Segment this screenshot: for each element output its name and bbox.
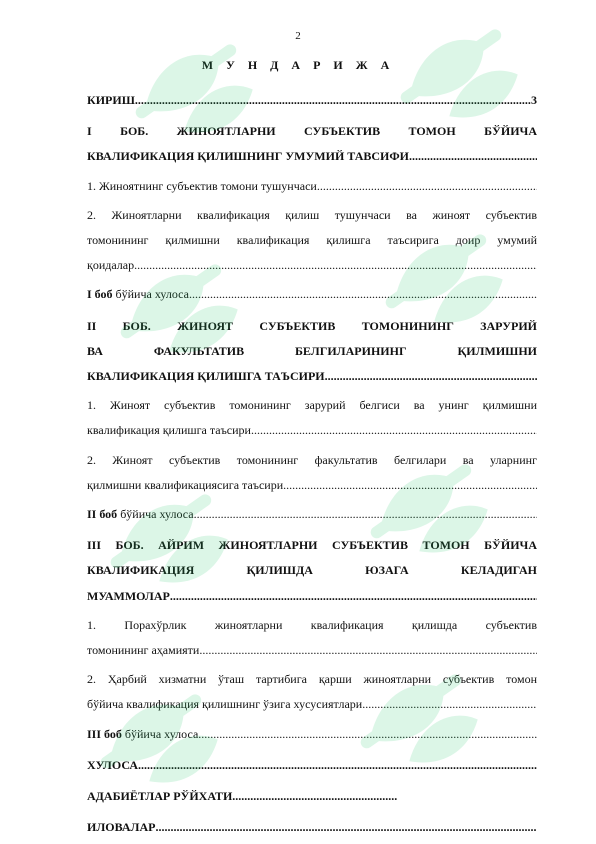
toc-entry-label: КИРИШ xyxy=(87,93,135,107)
leader-dots xyxy=(283,473,537,498)
page-title: М У Н Д А Р И Ж А xyxy=(201,58,395,72)
toc-entry-label: КВАЛИФИКАЦИЯ ҚИЛИШНИНГ УМУМИЙ ТАВСИФИ xyxy=(87,149,410,164)
toc-entry-label: ИЛОВАЛАР xyxy=(87,820,156,835)
leader-dots xyxy=(135,88,531,113)
toc-entry-label: 1. Жиноятнинг субъектив томони тушунчаси xyxy=(87,178,317,193)
page-number: 2 xyxy=(295,30,301,42)
toc-entry-label: МУАММОЛАР xyxy=(87,588,170,603)
leader-dots xyxy=(325,364,537,389)
toc-entry-line: 1. Порахўрлик жиноятларни квалификация қилишда субъектив xyxy=(87,617,537,632)
leader-dots xyxy=(362,692,537,717)
toc-entry-label: ХУЛОСА xyxy=(87,757,139,772)
toc-entry-line: КВАЛИФИКАЦИЯ ҚИЛИШДА ЮЗАГА КЕЛАДИГАН xyxy=(87,563,537,578)
toc-page-number: 3 xyxy=(531,93,537,107)
toc-entry-line: II БОБ. ЖИНОЯТ СУБЪЕКТИВ ТОМОНИНИНГ ЗАРУРИЙ xyxy=(87,318,537,333)
leader-dots xyxy=(155,815,537,840)
leader-dots xyxy=(170,584,537,609)
toc-entry-intro[interactable] xyxy=(87,88,537,113)
toc-entry-line: 2. Ҳарбий хизматни ўташ тартибига қарши жиноятларни субъектив томон xyxy=(87,672,537,687)
toc-entry-section-1-1[interactable] xyxy=(87,174,537,199)
toc-entry-label: КВАЛИФИКАЦИЯ ҚИЛИШГА ТАЪСИРИ xyxy=(87,368,325,383)
toc-entry-line: 2. Жиноятларни квалификация қилиш тушунчаси ва жиноят субъектив xyxy=(87,207,537,222)
toc-entry-section-2-1[interactable] xyxy=(87,393,537,443)
toc-entry-label: қилмишни квалификациясига таъсири xyxy=(87,477,284,492)
leader-dots xyxy=(317,174,537,199)
toc-entry-chapter-3[interactable] xyxy=(87,533,537,609)
toc-entry-appendix[interactable] xyxy=(87,815,537,840)
toc-entry-line: томонининг қилмишни квалификация қилишга таъсирига доир умумий xyxy=(87,232,537,247)
toc-entry-line: 2. Жиноят субъектив томонининг факультатив белгилари ва уларнинг xyxy=(87,452,537,467)
toc-entry-label: қоидалар xyxy=(87,258,135,273)
leader-dots xyxy=(134,253,537,278)
toc-entry-label: бўйича хулоса xyxy=(121,726,199,741)
toc-entry-line: 1. Жиноят субъектив томонининг зарурий белгиси ва унинг қилмишни xyxy=(87,398,537,413)
toc-entry-conclusion[interactable] xyxy=(87,753,537,778)
toc-entry-chapter-ref: I боб xyxy=(87,287,113,302)
leader-dots xyxy=(198,722,537,747)
toc-entry-label: АДАБИЁТЛАР РЎЙХАТИ xyxy=(87,788,233,803)
toc-entry-section-1-2[interactable] xyxy=(87,203,537,279)
toc-entry-section-3-2[interactable] xyxy=(87,667,537,717)
toc-entry-chapter-2[interactable] xyxy=(87,314,537,390)
toc-entry-section-3-1[interactable] xyxy=(87,613,537,663)
leader-dots xyxy=(251,418,537,443)
toc-entry-chapter-3-summary[interactable] xyxy=(87,722,537,747)
toc-entry-label: квалификация қилишга таъсири xyxy=(87,423,251,438)
leader-dots xyxy=(199,638,537,663)
toc-entry-line: III БОБ. АЙРИМ ЖИНОЯТЛАРНИ СУБЪЕКТИВ ТОМОН БЎЙИЧА xyxy=(87,538,537,553)
toc-entry-line: I БОБ. ЖИНОЯТЛАРНИ СУБЪЕКТИВ ТОМОН БЎЙИЧА xyxy=(87,124,537,139)
toc-entry-chapter-ref: III боб xyxy=(87,726,122,741)
toc-entry-label: бўйича хулоса xyxy=(112,287,189,302)
toc-entry-section-2-2[interactable] xyxy=(87,448,537,498)
table-of-contents xyxy=(87,88,537,844)
toc-entry-chapter-ref: II боб xyxy=(87,506,118,521)
toc-entry-label: томонининг аҳамияти xyxy=(87,642,200,657)
toc-entry-bibliography[interactable] xyxy=(87,784,537,809)
leader-dots xyxy=(189,282,537,307)
toc-entry-chapter-1-summary[interactable] xyxy=(87,282,537,307)
toc-entry-label: бўйича квалификация қилишнинг ўзига хусусиятлари xyxy=(87,697,363,712)
toc-entry-label: бўйича хулоса xyxy=(117,506,194,521)
leader-dots xyxy=(232,784,397,809)
toc-entry-line: ВА ФАКУЛЬТАТИВ БЕЛГИЛАРИНИНГ ҚИЛМИШНИ xyxy=(87,343,537,358)
leader-dots xyxy=(194,502,537,527)
leader-dots xyxy=(409,144,537,169)
toc-entry-chapter-2-summary[interactable] xyxy=(87,502,537,527)
leader-dots xyxy=(138,753,537,778)
toc-entry-chapter-1[interactable] xyxy=(87,119,537,169)
